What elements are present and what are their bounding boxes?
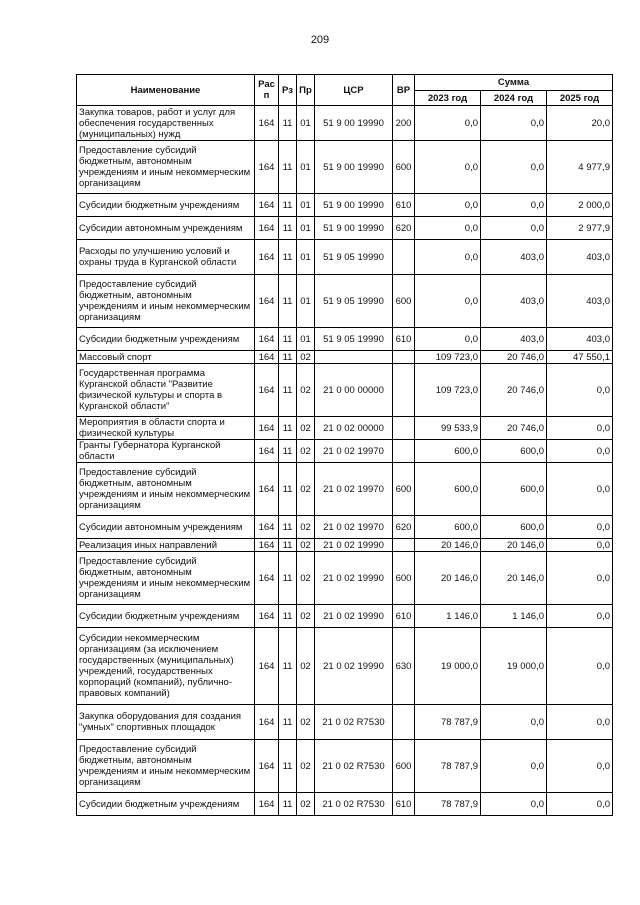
cell-2023: 0,0 [415,217,481,240]
table-row [77,141,613,194]
cell-2023: 78 787,9 [415,740,481,793]
cell-vr [393,539,415,552]
cell-name: Расходы по улучшению условий и охраны труда в Курганской области [77,240,255,275]
header-sum: Сумма [415,75,613,91]
cell-2024: 19 000,0 [481,628,547,705]
cell-2025: 0,0 [547,705,613,740]
cell-rasp: 164 [255,552,279,605]
cell-2024: 403,0 [481,275,547,328]
cell-csr: 21 0 02 19970 [315,463,393,516]
table-body [77,106,613,816]
cell-2025: 0,0 [547,539,613,552]
cell-pr: 02 [297,516,315,539]
cell-2024: 600,0 [481,463,547,516]
cell-name: Государственная программа Курганской области "Развитие физической культуры и спорта в Курганской области" [77,364,255,417]
table-row [77,463,613,516]
cell-csr: 21 0 02 19970 [315,440,393,463]
cell-2024: 0,0 [481,194,547,217]
cell-2024: 600,0 [481,440,547,463]
cell-name: Субсидии некоммерческим организациям (за исключением государственных (муниципальных) учреждений, государственных корпораций (компаний), публично-правовых компаний) [77,628,255,705]
cell-csr: 21 0 02 19990 [315,605,393,628]
cell-rz: 11 [279,141,297,194]
cell-pr: 02 [297,364,315,417]
cell-csr: 21 0 02 00000 [315,417,393,440]
cell-name: Массовый спорт [77,351,255,364]
table-row [77,793,613,816]
cell-csr: 51 9 00 19990 [315,106,393,141]
cell-name: Предоставление субсидий бюджетным, автономным учреждениям и иным некоммерческим организациям [77,275,255,328]
cell-csr: 21 0 02 19990 [315,552,393,605]
cell-rz: 11 [279,275,297,328]
header-rz: Рз [279,75,297,106]
cell-rasp: 164 [255,351,279,364]
cell-2023: 0,0 [415,106,481,141]
cell-rasp: 164 [255,328,279,351]
cell-rz: 11 [279,740,297,793]
cell-vr: 600 [393,740,415,793]
cell-2025: 403,0 [547,328,613,351]
cell-name: Субсидии автономным учреждениям [77,516,255,539]
cell-2024: 0,0 [481,793,547,816]
cell-vr [393,440,415,463]
cell-vr: 620 [393,516,415,539]
table-row [77,328,613,351]
cell-csr: 51 9 05 19990 [315,328,393,351]
cell-csr: 51 9 00 19990 [315,141,393,194]
cell-2024: 0,0 [481,740,547,793]
table-row [77,364,613,417]
cell-rasp: 164 [255,740,279,793]
cell-2024: 1 146,0 [481,605,547,628]
cell-name: Предоставление субсидий бюджетным, автономным учреждениям и иным некоммерческим организациям [77,141,255,194]
cell-2023: 109 723,0 [415,364,481,417]
cell-name: Субсидии бюджетным учреждениям [77,793,255,816]
cell-pr: 02 [297,463,315,516]
header-year-2024: 2024 год [481,91,547,106]
cell-2025: 403,0 [547,240,613,275]
table-row [77,740,613,793]
cell-2023: 0,0 [415,275,481,328]
cell-name: Гранты Губернатора Курганской области [77,440,255,463]
cell-pr: 02 [297,605,315,628]
table-row [77,194,613,217]
cell-2023: 109 723,0 [415,351,481,364]
table-row [77,552,613,605]
cell-rz: 11 [279,605,297,628]
cell-2023: 19 000,0 [415,628,481,705]
cell-2025: 2 977,9 [547,217,613,240]
cell-pr: 01 [297,328,315,351]
cell-vr: 620 [393,217,415,240]
cell-2025: 0,0 [547,605,613,628]
cell-name: Предоставление субсидий бюджетным, автономным учреждениям и иным некоммерческим организациям [77,463,255,516]
cell-2023: 0,0 [415,194,481,217]
cell-pr: 02 [297,552,315,605]
cell-2025: 0,0 [547,740,613,793]
cell-rasp: 164 [255,539,279,552]
cell-2025: 0,0 [547,463,613,516]
cell-rz: 11 [279,539,297,552]
cell-csr: 21 0 02 19970 [315,516,393,539]
cell-vr [393,705,415,740]
cell-name: Мероприятия в области спорта и физической культуры [77,417,255,440]
table-row [77,351,613,364]
cell-2025: 0,0 [547,417,613,440]
cell-rasp: 164 [255,628,279,705]
budget-table [76,74,613,816]
cell-csr [315,351,393,364]
cell-rz: 11 [279,552,297,605]
cell-rasp: 164 [255,463,279,516]
cell-pr: 02 [297,351,315,364]
cell-pr: 02 [297,705,315,740]
cell-rz: 11 [279,793,297,816]
cell-2023: 1 146,0 [415,605,481,628]
cell-2023: 600,0 [415,463,481,516]
cell-csr: 51 9 05 19990 [315,275,393,328]
cell-pr: 02 [297,793,315,816]
cell-2023: 78 787,9 [415,705,481,740]
cell-vr: 610 [393,793,415,816]
table-row [77,628,613,705]
cell-2025: 0,0 [547,793,613,816]
header-row [77,75,613,91]
cell-2024: 0,0 [481,141,547,194]
cell-vr: 600 [393,463,415,516]
cell-2025: 0,0 [547,364,613,417]
header-csr: ЦСР [315,75,393,106]
header-name: Наименование [77,75,255,106]
cell-2025: 47 550,1 [547,351,613,364]
header-pr: Пр [297,75,315,106]
cell-rasp: 164 [255,194,279,217]
table-row [77,217,613,240]
cell-2025: 0,0 [547,552,613,605]
header-rasp: Рас п [255,75,279,106]
cell-pr: 01 [297,275,315,328]
cell-vr [393,351,415,364]
cell-rasp: 164 [255,605,279,628]
cell-name: Закупка товаров, работ и услуг для обеспечения государственных (муниципальных) нужд [77,106,255,141]
cell-2024: 20 746,0 [481,417,547,440]
cell-2024: 20 146,0 [481,539,547,552]
table-row [77,440,613,463]
cell-pr: 02 [297,628,315,705]
cell-vr: 600 [393,552,415,605]
cell-2025: 2 000,0 [547,194,613,217]
cell-name: Субсидии бюджетным учреждениям [77,605,255,628]
cell-2025: 4 977,9 [547,141,613,194]
cell-pr: 02 [297,440,315,463]
cell-2024: 600,0 [481,516,547,539]
header-year-2025: 2025 год [547,91,613,106]
cell-2023: 600,0 [415,440,481,463]
cell-rasp: 164 [255,417,279,440]
cell-rasp: 164 [255,106,279,141]
table-row [77,275,613,328]
cell-pr: 02 [297,539,315,552]
cell-2024: 403,0 [481,240,547,275]
cell-name: Субсидии автономным учреждениям [77,217,255,240]
cell-vr [393,364,415,417]
cell-vr: 200 [393,106,415,141]
cell-pr: 01 [297,106,315,141]
cell-2024: 20 146,0 [481,552,547,605]
cell-rz: 11 [279,351,297,364]
table-row [77,240,613,275]
cell-csr: 51 9 00 19990 [315,194,393,217]
cell-2023: 0,0 [415,240,481,275]
cell-csr: 51 9 05 19990 [315,240,393,275]
page-number: 209 [310,34,330,46]
cell-rasp: 164 [255,516,279,539]
table-row [77,516,613,539]
cell-rasp: 164 [255,793,279,816]
cell-vr: 630 [393,628,415,705]
cell-vr: 600 [393,141,415,194]
cell-2024: 0,0 [481,705,547,740]
cell-2025: 20,0 [547,106,613,141]
cell-pr: 01 [297,194,315,217]
cell-csr: 21 0 02 R7530 [315,793,393,816]
cell-csr: 51 9 00 19990 [315,217,393,240]
cell-rasp: 164 [255,240,279,275]
header-year-2023: 2023 год [415,91,481,106]
cell-rz: 11 [279,106,297,141]
table-row [77,705,613,740]
cell-rz: 11 [279,194,297,217]
cell-pr: 01 [297,141,315,194]
cell-vr: 610 [393,605,415,628]
cell-csr: 21 0 02 R7530 [315,705,393,740]
cell-rz: 11 [279,463,297,516]
cell-rz: 11 [279,628,297,705]
cell-vr: 600 [393,275,415,328]
cell-2023: 78 787,9 [415,793,481,816]
cell-csr: 21 0 00 00000 [315,364,393,417]
cell-2024: 0,0 [481,217,547,240]
cell-rz: 11 [279,328,297,351]
cell-2023: 20 146,0 [415,539,481,552]
cell-vr: 610 [393,328,415,351]
cell-rz: 11 [279,217,297,240]
cell-rasp: 164 [255,217,279,240]
cell-name: Закупка оборудования для создания "умных" спортивных площадок [77,705,255,740]
cell-2025: 0,0 [547,516,613,539]
table-row [77,605,613,628]
cell-name: Субсидии бюджетным учреждениям [77,194,255,217]
cell-2025: 0,0 [547,440,613,463]
cell-rasp: 164 [255,141,279,194]
cell-2023: 99 533,9 [415,417,481,440]
cell-csr: 21 0 02 19990 [315,628,393,705]
cell-name: Субсидии бюджетным учреждениям [77,328,255,351]
cell-name: Реализация иных направлений [77,539,255,552]
cell-csr: 21 0 02 19990 [315,539,393,552]
cell-pr: 02 [297,417,315,440]
cell-rz: 11 [279,516,297,539]
cell-2023: 600,0 [415,516,481,539]
cell-pr: 01 [297,217,315,240]
cell-rz: 11 [279,705,297,740]
cell-2023: 0,0 [415,141,481,194]
cell-name: Предоставление субсидий бюджетным, автономным учреждениям и иным некоммерческим организациям [77,552,255,605]
cell-vr [393,417,415,440]
cell-2024: 0,0 [481,106,547,141]
cell-2025: 403,0 [547,275,613,328]
cell-2024: 20 746,0 [481,351,547,364]
cell-2023: 0,0 [415,328,481,351]
header-vr: ВР [393,75,415,106]
cell-csr: 21 0 02 R7530 [315,740,393,793]
cell-pr: 01 [297,240,315,275]
cell-rz: 11 [279,440,297,463]
table-row [77,417,613,440]
table-row [77,539,613,552]
cell-rasp: 164 [255,440,279,463]
cell-rasp: 164 [255,364,279,417]
table-row [77,106,613,141]
cell-rz: 11 [279,417,297,440]
cell-2024: 20 746,0 [481,364,547,417]
cell-rasp: 164 [255,705,279,740]
cell-rasp: 164 [255,275,279,328]
cell-name: Предоставление субсидий бюджетным, автономным учреждениям и иным некоммерческим организациям [77,740,255,793]
cell-rz: 11 [279,240,297,275]
cell-2023: 20 146,0 [415,552,481,605]
cell-2025: 0,0 [547,628,613,705]
cell-vr [393,240,415,275]
cell-vr: 610 [393,194,415,217]
cell-pr: 02 [297,740,315,793]
cell-rz: 11 [279,364,297,417]
cell-2024: 403,0 [481,328,547,351]
